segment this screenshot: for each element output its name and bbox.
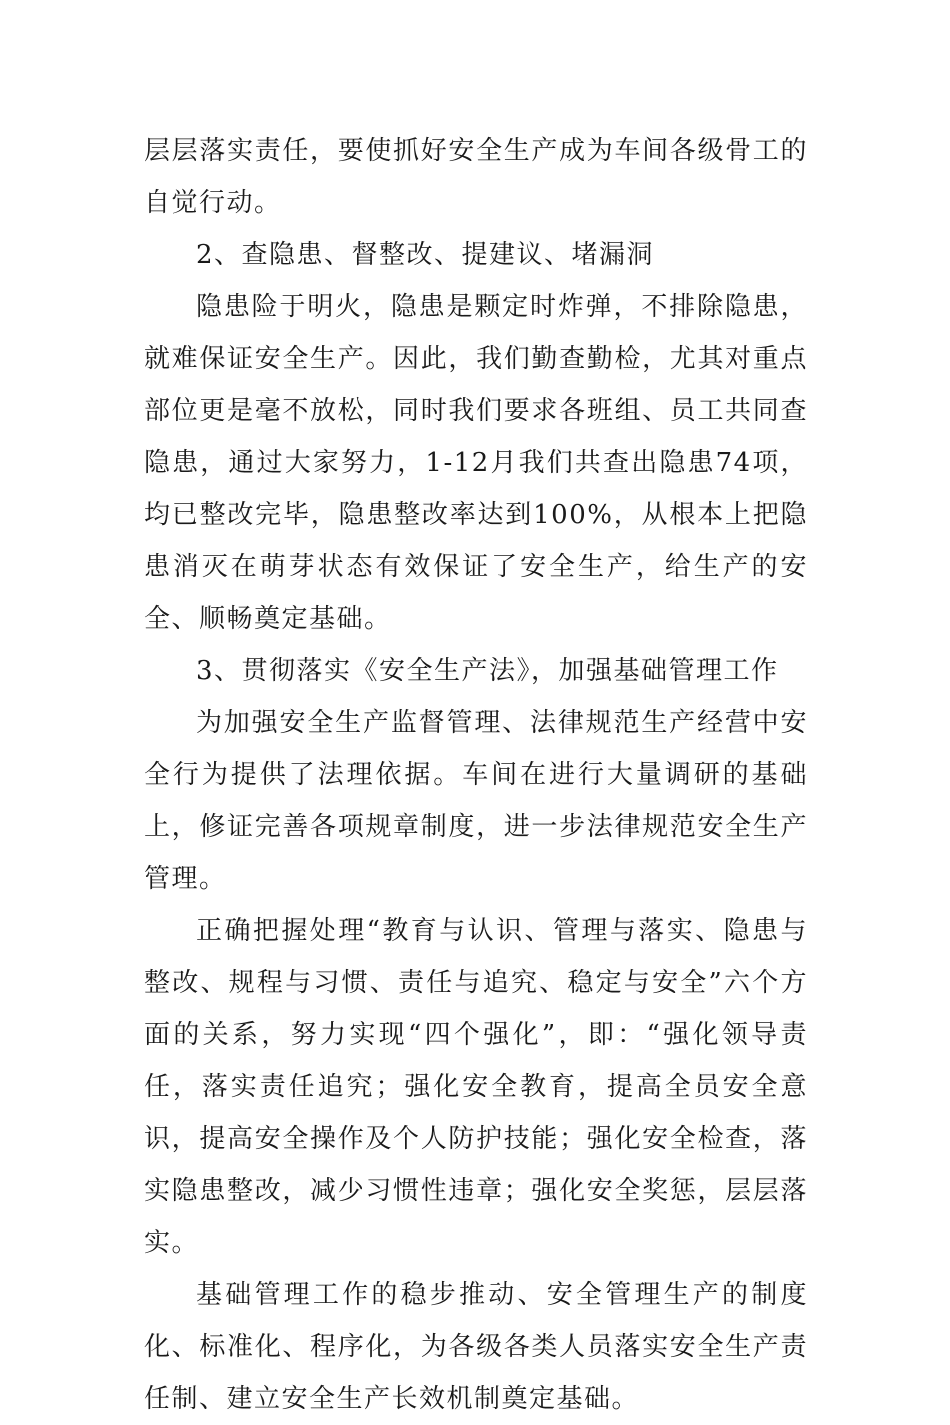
section-heading-2: 2、查隐患、督整改、提建议、堵漏洞 — [196, 240, 655, 270]
paragraph-continuation: 层层落实责任，要使抓好安全生产成为车间各级骨工的自觉行动。 — [144, 136, 808, 218]
paragraph-foundation: 基础管理工作的稳步推动、安全管理生产的制度化、标准化、程序化，为各级各类人员落实安全生产责任制、建立安全生产长效机制奠定基础。 — [144, 1280, 808, 1414]
paragraph-hazards: 隐患险于明火，隐患是颗定时炸弹，不排除隐患，就难保证安全生产。因此，我们勤查勤检，尤其对重点部位更是毫不放松，同时我们要求各班组、员工共同查隐患，通过大家努力，1-12月我们共查出隐患74项，均已整改完毕，隐患整改率达到100%，从根本上把隐患消灭在萌芽状态有效保证了安全生产，给生产的安全、顺畅奠定基础。 — [144, 292, 808, 634]
section-heading-3: 3、贯彻落实《安全生产法》，加强基础管理工作 — [196, 656, 779, 686]
document-body — [144, 125, 808, 1425]
paragraph-relations: 正确把握处理“教育与认识、管理与落实、隐患与整改、规程与习惯、责任与追究、稳定与安全”六个方面的关系，努力实现“四个强化”，即：“强化领导责任，落实责任追究；强化安全教育，提高全员安全意识，提高安全操作及个人防护技能；强化安全检查，落实隐患整改，减少习惯性违章；强化安全奖惩，层层落实。 — [144, 916, 808, 1258]
paragraph-law: 为加强安全生产监督管理、法律规范生产经营中安全行为提供了法理依据。车间在进行大量调研的基础上，修证完善各项规章制度，进一步法律规范安全生产管理。 — [144, 708, 808, 894]
